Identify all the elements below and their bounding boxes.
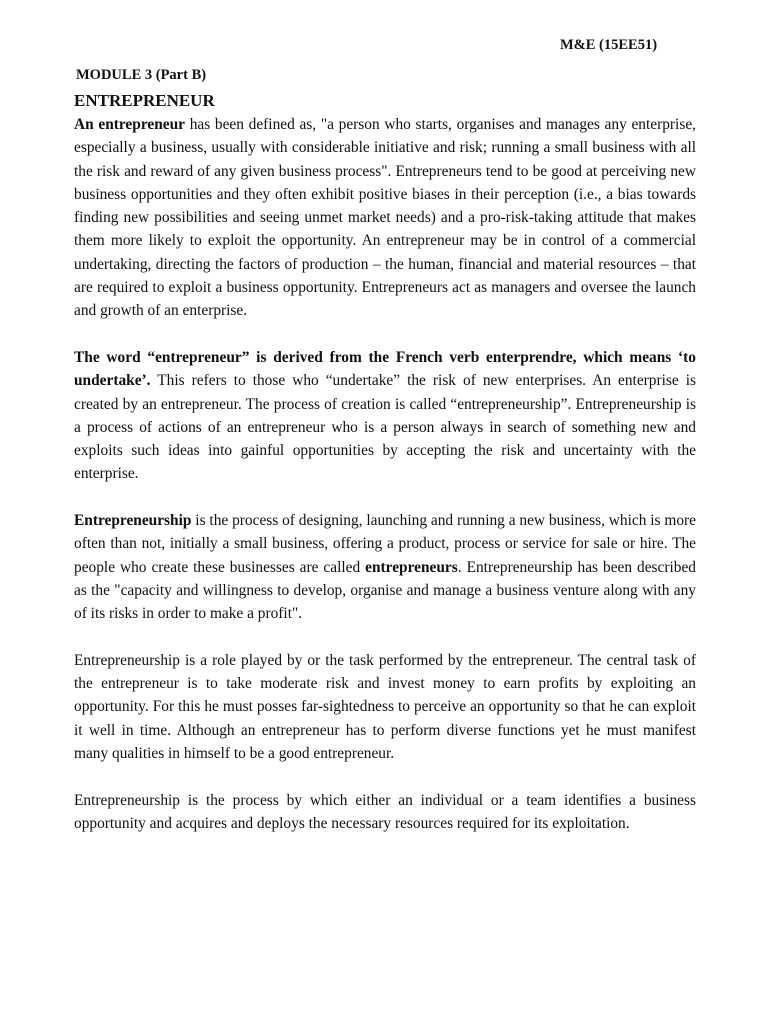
paragraph-role [74, 649, 696, 765]
paragraph-text: has been defined as, "a person who starts, organises and manages any enterprise, especially a business, usually with considerable initiative and risk; running a small business with all the risk and reward of any given business process". Entrepreneurs tend to be good at perceiving new business opportunities and they often exhibit positive biases in their perception (i.e., a bias towards finding new possibilities and seeing unmet market needs) and a pro-risk-taking attitude that makes them more likely to exploit the opportunity. An entrepreneur may be in control of a commercial undertaking, directing the factors of production – the human, financial and material resources – that are required to exploit a business opportunity. Entrepreneurs act as managers and oversee the launch and growth of an enterprise. [74, 116, 696, 320]
bold-term: The word “entrepreneur” is derived from the French verb enterprendre, which means ‘to undertake’. [74, 348, 696, 390]
bold-term: entrepreneurs [365, 558, 458, 576]
paragraph-text: Entrepreneurship is the process by which either an individual or a team identifies a business opportunity and acquires and deploys the necessary resources required for its exploitation. [74, 791, 696, 832]
paragraph-etymology [74, 346, 696, 486]
paragraph-text: This refers to those who “undertake” the risk of new enterprises. An enterprise is created by an entrepreneur. The process of creation is called “entrepreneurship”. Entrepreneurship is a process of actions of an entrepreneur who is a person always in search of something new and exploits such ideas into gainful opportunities by accepting the risk and uncertainty with the enterprise. [74, 372, 696, 483]
bold-term: Entrepreneurship [74, 512, 192, 530]
paragraph-entrepreneurship [74, 509, 696, 625]
document-body [74, 113, 696, 835]
paragraph-definition [74, 113, 696, 323]
paragraph-text: Entrepreneurship is a role played by or the task performed by the entrepreneur. The central task of the entrepreneur is to take moderate risk and invest money to earn profits by exploiting an opportunity. For this he must posses far-sightedness to perceive an opportunity so that he can exploit it well in time. Although an entrepreneur has to perform diverse functions yet he must manifest many qualities in himself to be a good entrepreneur. [74, 651, 696, 763]
bold-term: An entrepreneur [74, 116, 185, 133]
paragraph-process [74, 789, 696, 836]
course-code-header: M&E (15EE51) [560, 37, 658, 53]
module-title: MODULE 3 (Part B) [76, 67, 207, 83]
page-title: ENTREPRENEUR [74, 91, 215, 110]
paragraph-text: is the process of designing, launching and running a new business, which is more often than not, initially a small business, offering a product, process or service for sale or hire. The people who create these businesses are called [74, 512, 696, 576]
paragraph-text: . Entrepreneurship has been described as the "capacity and willingness to develop, organise and manage a business venture along with any of its risks in order to make a profit". [74, 558, 696, 623]
